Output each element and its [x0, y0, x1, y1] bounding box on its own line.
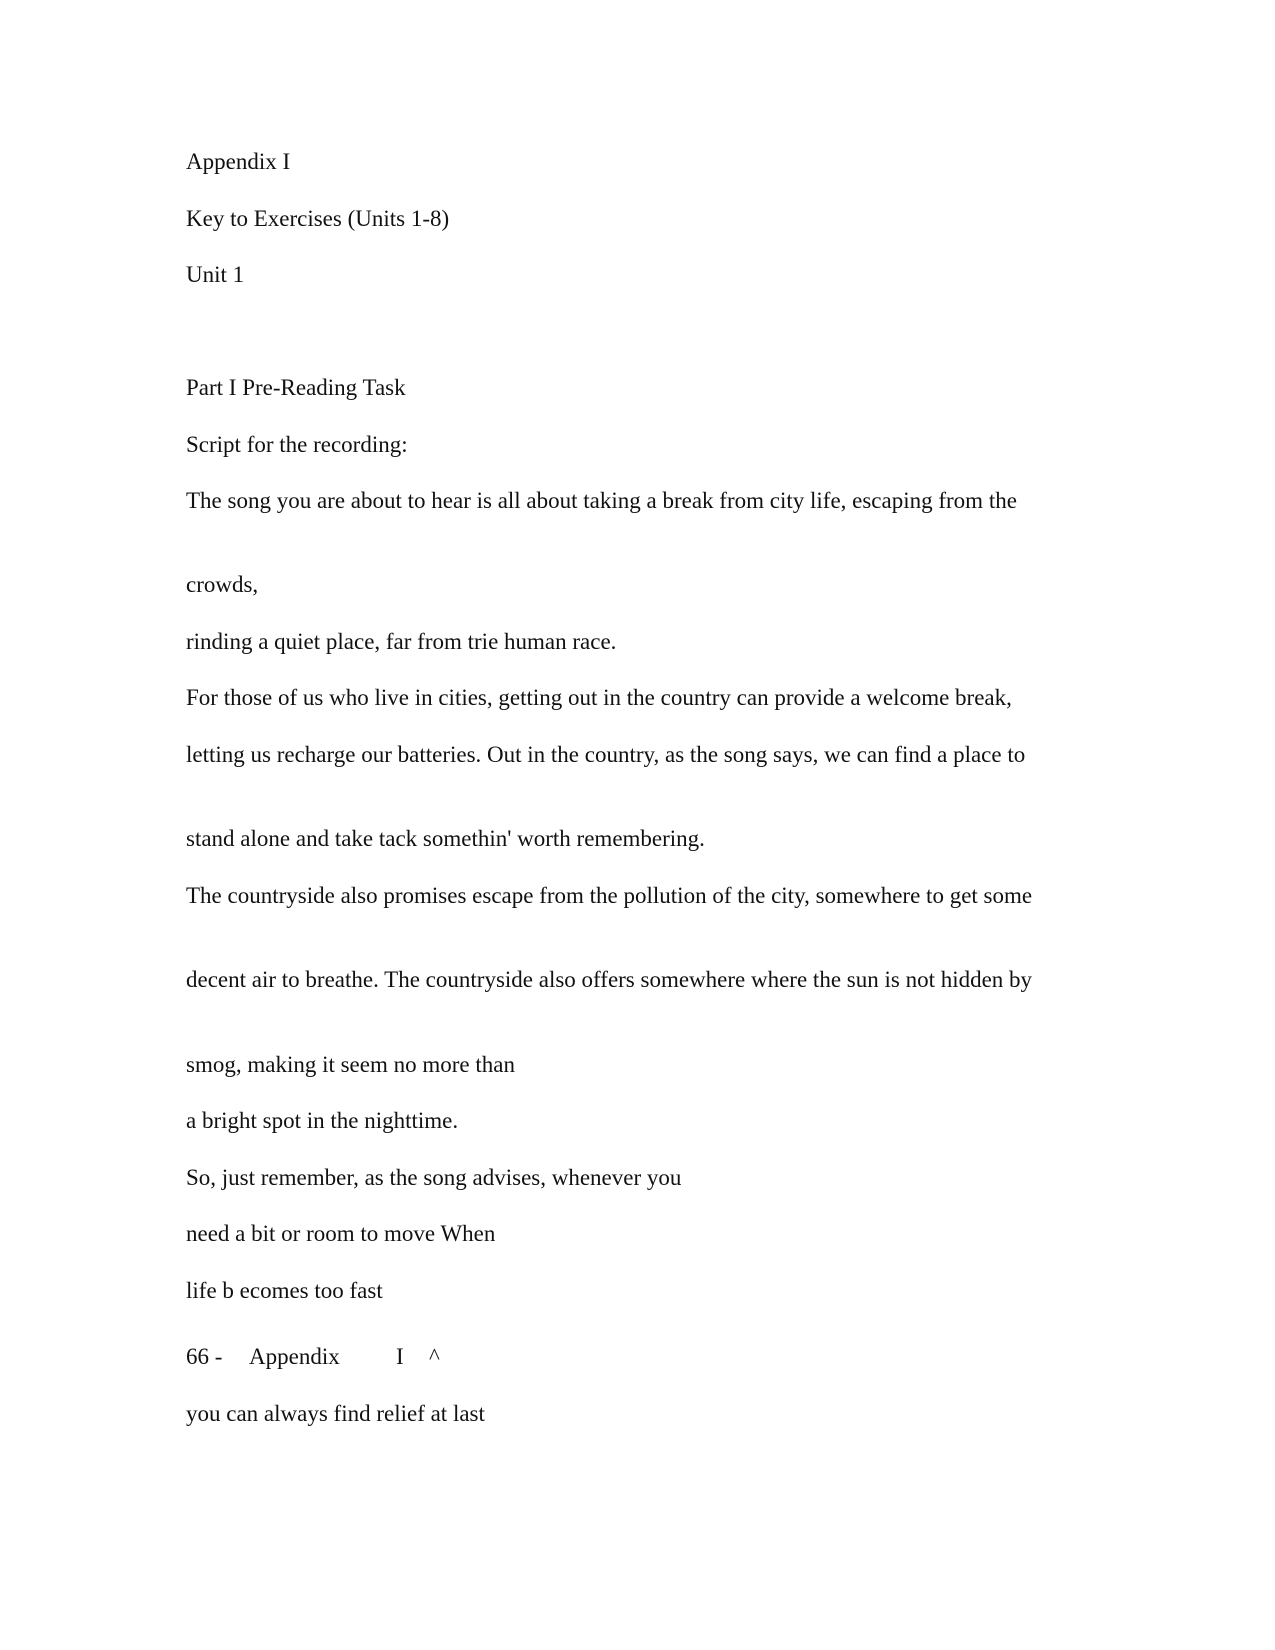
page-footer [186, 1343, 586, 1371]
paragraph-line: need a bit or room to move When [186, 1221, 496, 1246]
paragraph-line: stand alone and take tack somethin' worth remembering. [186, 826, 705, 851]
paragraph-line: crowds, [186, 572, 259, 597]
page-number: 66 - [186, 1344, 223, 1369]
footer-numeral: I [396, 1344, 404, 1369]
paragraph-line: decent air to breathe. The countryside also offers somewhere where the sun is not hidden by [186, 967, 1033, 992]
last-line: you can always find relief at last [186, 1401, 485, 1426]
paragraph-line: life b ecomes too fast [186, 1278, 383, 1303]
part-title: Part I Pre-Reading Task [186, 375, 406, 400]
script-label: Script for the recording: [186, 432, 408, 457]
paragraph-line: For those of us who live in cities, getting out in the country can provide a welcome break, [186, 685, 1012, 710]
footer-label: Appendix [249, 1344, 340, 1369]
paragraph-line: The song you are about to hear is all about taking a break from city life, escaping from the [186, 488, 1017, 513]
caret-mark: ^ [429, 1344, 440, 1369]
paragraph-line: So, just remember, as the song advises, whenever you [186, 1165, 682, 1190]
paragraph-line: a bright spot in the nighttime. [186, 1108, 459, 1133]
unit-title: Unit 1 [186, 262, 245, 287]
key-title: Key to Exercises (Units 1-8) [186, 206, 450, 231]
paragraph-line: letting us recharge our batteries. Out in the country, as the song says, we can find a place to [186, 742, 1026, 767]
paragraph-line: rinding a quiet place, far from trie human race. [186, 629, 617, 654]
paragraph-line: smog, making it seem no more than [186, 1052, 515, 1077]
paragraph-line: The countryside also promises escape from the pollution of the city, somewhere to get some [186, 883, 1033, 908]
appendix-title: Appendix I [186, 149, 291, 174]
